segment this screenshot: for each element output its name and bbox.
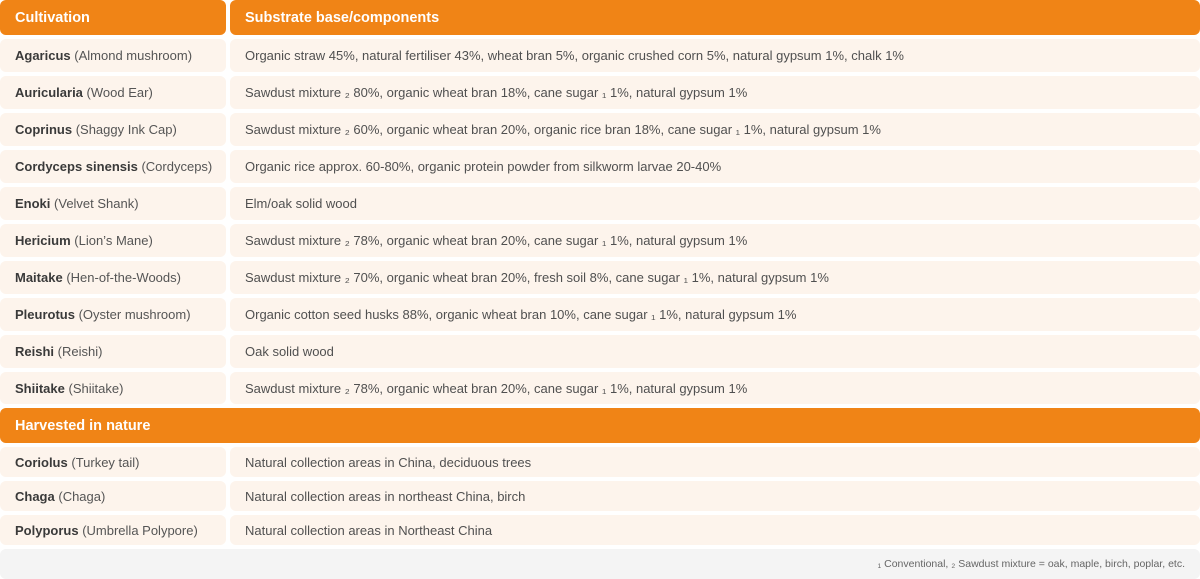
species-cell bbox=[0, 224, 226, 257]
species-name: Polyporus bbox=[15, 522, 79, 538]
harvest-header: Harvested in nature bbox=[0, 408, 1200, 443]
species-cell bbox=[0, 447, 226, 477]
common-name: (Wood Ear) bbox=[86, 85, 153, 100]
species-cell bbox=[0, 261, 226, 294]
table-row bbox=[0, 372, 1200, 404]
table-row bbox=[0, 187, 1200, 220]
substrate-cell: Sawdust mixture ₂ 70%, organic wheat bran 20%, fresh soil 8%, cane sugar ₁ 1%, natural gypsum 1% bbox=[230, 261, 1200, 294]
species-name: Agaricus bbox=[15, 48, 71, 63]
species-cell bbox=[0, 150, 226, 183]
species-name: Hericium bbox=[15, 233, 71, 248]
species-name: Pleurotus bbox=[15, 307, 75, 322]
species-cell bbox=[0, 515, 226, 545]
species-cell bbox=[0, 481, 226, 511]
species-name: Coriolus bbox=[15, 454, 68, 470]
species-cell bbox=[0, 76, 226, 109]
species-name: Shiitake bbox=[15, 380, 65, 396]
species-name: Enoki bbox=[15, 196, 51, 211]
table-row bbox=[0, 481, 1200, 511]
species-name: Cordyceps sinensis bbox=[15, 159, 138, 174]
table-row bbox=[0, 224, 1200, 257]
species-name: Chaga bbox=[15, 488, 55, 504]
species-name: Auricularia bbox=[15, 85, 83, 100]
header-substrate: Substrate base/components bbox=[230, 0, 1200, 35]
common-name: (Lion’s Mane) bbox=[74, 233, 153, 248]
species-cell bbox=[0, 335, 226, 368]
substrate-cell: Sawdust mixture ₂ 60%, organic wheat bran 20%, organic rice bran 18%, cane sugar ₁ 1%, natural gypsum 1% bbox=[230, 113, 1200, 146]
substrate-cell: Sawdust mixture ₂ 78%, organic wheat bran 20%, cane sugar ₁ 1%, natural gypsum 1% bbox=[230, 224, 1200, 257]
species-cell bbox=[0, 298, 226, 331]
table-row bbox=[0, 76, 1200, 109]
common-name: (Hen-of-the-Woods) bbox=[66, 270, 181, 285]
species-cell bbox=[0, 372, 226, 404]
common-name: (Oyster mushroom) bbox=[78, 307, 191, 322]
harvest-header-row bbox=[0, 408, 1200, 443]
table-header bbox=[0, 0, 1200, 35]
species-cell bbox=[0, 113, 226, 146]
table-row bbox=[0, 113, 1200, 146]
table-row bbox=[0, 298, 1200, 331]
common-name: (Velvet Shank) bbox=[54, 196, 139, 211]
table-row bbox=[0, 150, 1200, 183]
substrate-cell: Sawdust mixture ₂ 80%, organic wheat bran 18%, cane sugar ₁ 1%, natural gypsum 1% bbox=[230, 76, 1200, 109]
source-cell: Natural collection areas in Northeast China bbox=[230, 515, 1200, 545]
common-name: (Shiitake) bbox=[68, 380, 124, 396]
footnote: ₁ Conventional, ₂ Sawdust mixture = oak, maple, birch, poplar, etc. bbox=[0, 549, 1200, 579]
substrate-cell: Organic straw 45%, natural fertiliser 43%, wheat bran 5%, organic crushed corn 5%, natural gypsum 1%, chalk 1% bbox=[230, 39, 1200, 72]
common-name: (Umbrella Polypore) bbox=[82, 522, 198, 538]
substrate-cell: Sawdust mixture ₂ 78%, organic wheat bran 20%, cane sugar ₁ 1%, natural gypsum 1% bbox=[230, 372, 1200, 404]
common-name: (Shaggy Ink Cap) bbox=[75, 122, 177, 137]
common-name: (Chaga) bbox=[58, 488, 106, 504]
species-name: Maitake bbox=[15, 270, 63, 285]
substrate-cell: Organic rice approx. 60-80%, organic protein powder from silkworm larvae 20-40% bbox=[230, 150, 1200, 183]
substrate-cell: Oak solid wood bbox=[230, 335, 1200, 368]
common-name: (Cordyceps) bbox=[141, 159, 213, 174]
common-name: (Almond mushroom) bbox=[74, 48, 193, 63]
table-row bbox=[0, 39, 1200, 72]
table-row bbox=[0, 447, 1200, 477]
common-name: (Turkey tail) bbox=[71, 454, 140, 470]
header-cultivation: Cultivation bbox=[0, 0, 226, 35]
substrate-cell: Organic cotton seed husks 88%, organic wheat bran 10%, cane sugar ₁ 1%, natural gypsum 1% bbox=[230, 298, 1200, 331]
species-name: Reishi bbox=[15, 344, 55, 359]
species-cell bbox=[0, 39, 226, 72]
source-cell: Natural collection areas in China, deciduous trees bbox=[230, 447, 1200, 477]
source-cell: Natural collection areas in northeast China, birch bbox=[230, 481, 1200, 511]
substrate-cell: Elm/oak solid wood bbox=[230, 187, 1200, 220]
table-row bbox=[0, 515, 1200, 545]
table-row bbox=[0, 335, 1200, 368]
species-cell bbox=[0, 187, 226, 220]
common-name: (Reishi) bbox=[57, 344, 103, 359]
table-row bbox=[0, 261, 1200, 294]
species-name: Coprinus bbox=[15, 122, 73, 137]
